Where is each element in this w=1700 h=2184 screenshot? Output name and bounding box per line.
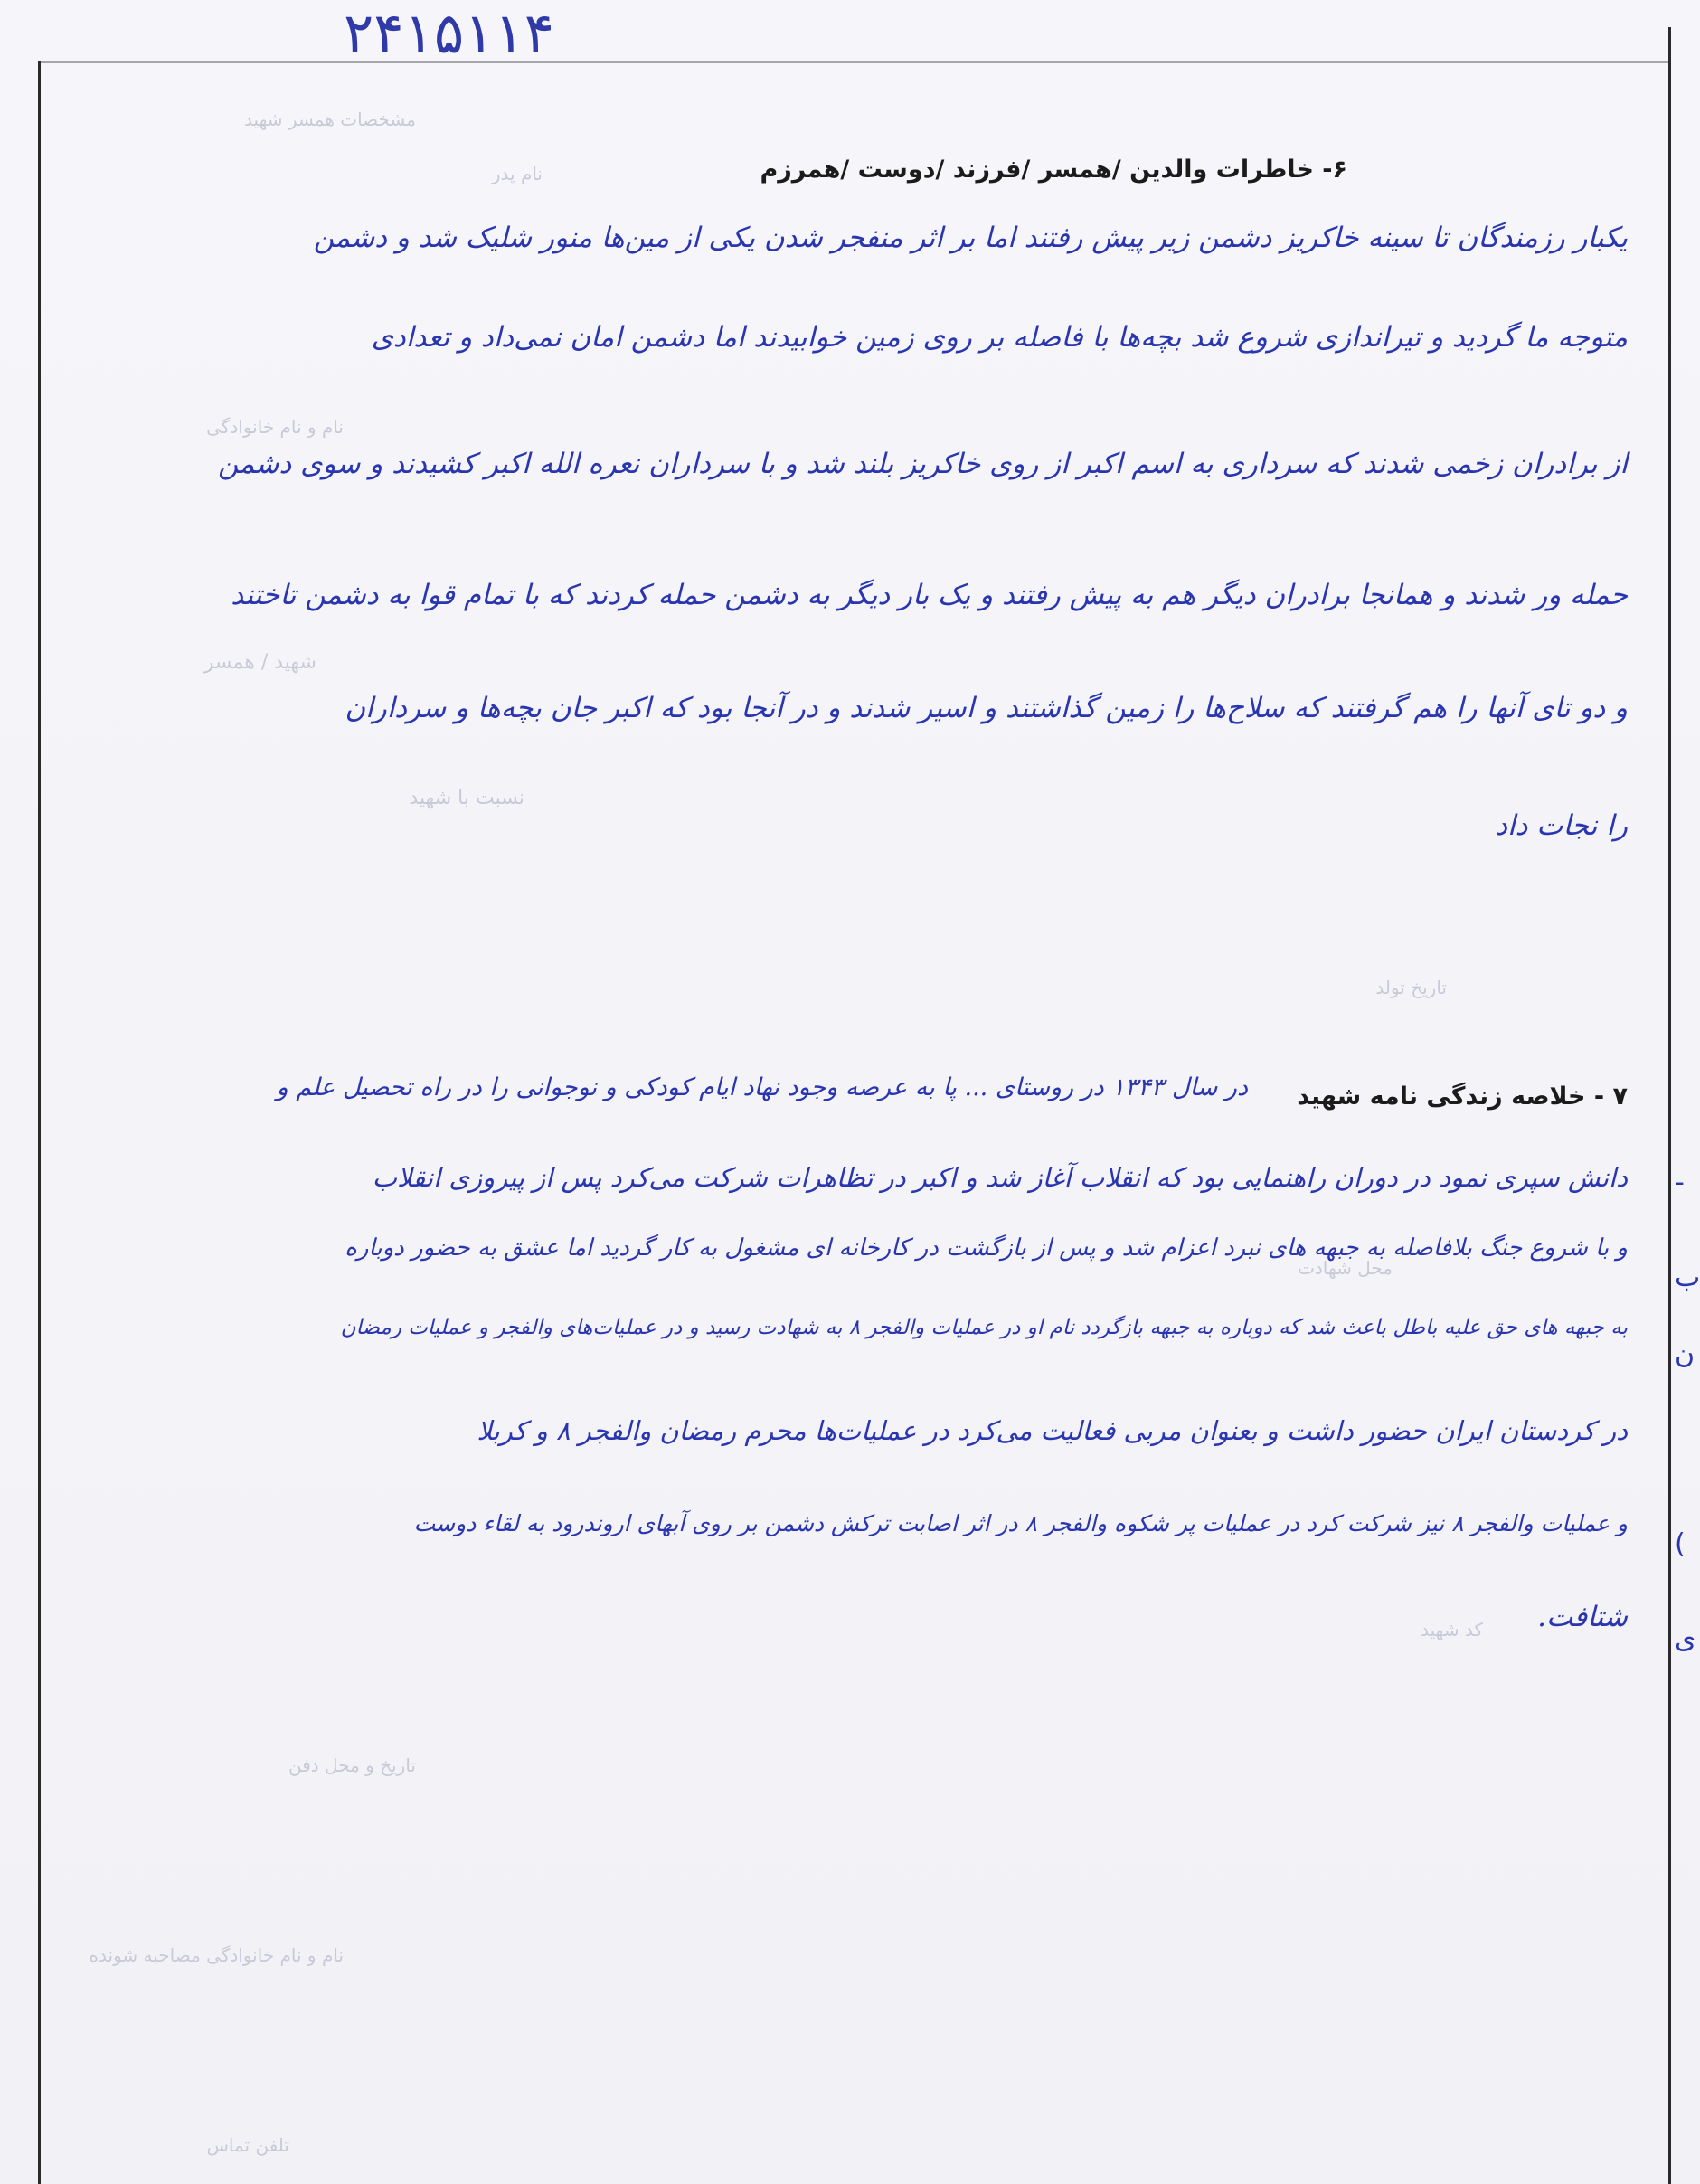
faint-form-label: تاریخ تولد	[1375, 977, 1447, 998]
faint-form-label: نام و نام خانوادگی مصاحبه شونده	[89, 1944, 344, 1966]
memory-text-line: از برادران زخمی شدند که سرداری به اسم اکبر از روی خاکریز بلند شد و با سرداران نعره الله اکبر کشیدند و سوی دشمن	[218, 448, 1628, 480]
margin-ink-mark: ب	[1675, 1262, 1700, 1293]
faint-form-label: کد شهید	[1421, 1619, 1483, 1640]
section-6-heading: ۶- خاطرات والدین /همسر /فرزند /دوست /همرزم	[760, 156, 1347, 184]
biography-text-line: و با شروع جنگ بلافاصله به جبهه های نبرد اعزام شد و پس از بازگشت در کارخانه ای مشغول به کار گردید اما عشق به حضور دوباره	[345, 1234, 1628, 1262]
margin-ink-mark: ی	[1675, 1623, 1696, 1655]
faint-form-label: تلفن تماس	[206, 2134, 289, 2156]
memory-text-line: یکبار رزمندگان تا سینه خاکریز دشمن زیر پیش رفتند اما بر اثر منفجر شدن یکی از مین‌ها منور شلیک شد و دشمن	[313, 222, 1628, 254]
margin-ink-mark: -	[1675, 1167, 1685, 1198]
memory-text-line: متوجه ما گردید و تیراندازی شروع شد بچه‌ها با فاصله بر روی زمین خوابیدند اما دشمن امان نمی‌داد و تعدادی	[371, 321, 1628, 354]
faint-form-label: تاریخ و محل دفن	[288, 1754, 416, 1776]
faint-form-label: نسبت با شهید	[409, 787, 524, 809]
biography-first-line: در سال ۱۳۴۳ در روستای ... پا به عرصه وجود نهاد ایام کودکی و نوجوانی را در راه تحصیل علم و	[276, 1073, 1248, 1101]
faint-form-label: نام پدر	[491, 163, 543, 184]
faint-form-label: نام و نام خانوادگی	[206, 416, 344, 438]
faint-form-label: شهید / همسر	[203, 651, 316, 674]
memory-text-line: و دو تای آنها را هم گرفتند که سلاح‌ها را زمین گذاشتند و اسیر شدند و در آنجا بود که اکبر جان بچه‌ها و سرداران	[345, 692, 1628, 724]
biography-text-line: شتافت.	[1537, 1601, 1628, 1633]
page-left-border	[38, 61, 41, 2184]
page-top-rule	[38, 61, 1671, 63]
margin-ink-mark: (	[1675, 1528, 1686, 1560]
faint-form-label: مشخصات همسر شهید	[244, 109, 416, 130]
biography-text-line: دانش سپری نمود در دوران راهنمایی بود که انقلاب آغاز شد و اکبر در تظاهرات شرکت می‌کرد پس از پیروزی انقلاب	[372, 1162, 1628, 1193]
page-right-border	[1668, 27, 1671, 2184]
biography-text-line: به جبهه های حق علیه باطل باعث شد که دوباره به جبهه بازگردد نام او در عملیات والفجر ۸ به شهادت رسید و در عملیات‌های والفجر و عملیات رمضان	[340, 1316, 1628, 1339]
biography-text-line: در کردستان ایران حضور داشت و بعنوان مربی فعالیت می‌کرد در عملیات‌ها محرم رمضان والفجر ۸ و کربلا	[477, 1415, 1628, 1446]
memory-text-line: را نجات داد	[1495, 809, 1628, 842]
handwritten-reference-number: ۲۴۱۵۱۱۴	[344, 0, 555, 66]
margin-ink-mark: ن	[1675, 1338, 1695, 1370]
faint-form-label: محل شهادت	[1298, 1257, 1393, 1279]
section-7-heading: ۷ - خلاصه زندگی نامه شهید	[1297, 1083, 1628, 1111]
biography-text-line: و عملیات والفجر ۸ نیز شرکت کرد در عملیات پر شکوه والفجر ۸ در اثر اصابت ترکش دشمن بر روی آبهای اروندرود به لقاء دوست	[413, 1510, 1628, 1536]
memory-text-line: حمله ور شدند و همانجا برادران دیگر هم به پیش رفتند و یک بار دیگر به دشمن حمله کردند که با تمام قوا به دشمن تاختند	[231, 579, 1628, 611]
